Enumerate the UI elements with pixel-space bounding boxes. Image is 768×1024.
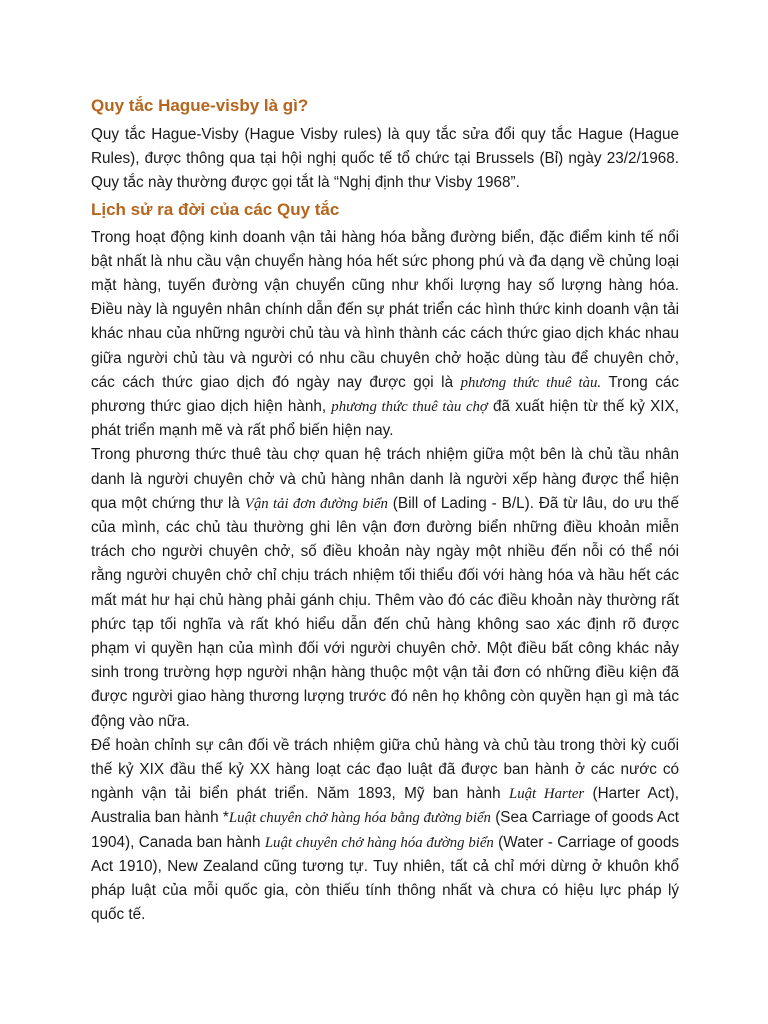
italic-term: Luật chuyên chở hàng hóa đường biển [264, 834, 494, 851]
italic-term: Vận tải đơn đường biển [244, 495, 388, 512]
italic-term: Luật Harter [509, 786, 585, 803]
history-paragraph-3 [91, 734, 679, 928]
history-paragraph-1 [91, 226, 679, 444]
text-run: Trong các phương thức giao dịch hiện hành, [91, 373, 680, 416]
text-run: Trong hoạt động kinh doanh vận tải hàng hóa bằng đường biển, đặc điểm kinh tế nổi bật nhất là nhu cầu vận chuyển hàng hóa hết sức phong phú và đa dạng về chủng loại mặt hàng, tuyến đường vận chuyển cũng như khối lượng hay số lượng hàng hóa. Điều này là nguyên nhân chính dẫn đến sự phát triển các hình thức kinh doanh vận tải khác nhau của những người chủ tàu và hình thành các cách thức giao dịch khác nhau giữa người chủ tàu và người có nhu cầu chuyên chở hoặc dùng tàu để chuyên chở, các cách thức giao dịch đó ngày nay được gọi là [91, 228, 679, 391]
text-run: (Bill of Lading - B/L). Đã từ lâu, do ưu thế của mình, các chủ tàu thường ghi lên vận đơn đường biển những điều khoản miễn trách cho người chuyên chở, số điều khoản này ngày một nhiều đến nỗi có thể nói rằng người chuyên chở chỉ chịu trách nhiệm tối thiểu đối với hàng hóa và hầu hết các mất mát hư hại chủ hàng phải gánh chịu. Thêm vào đó các điều khoản này thường rất phức tạp tối nghĩa và rất khó hiểu dẫn đến chủ hàng không sao xác định rõ được phạm vi quyền hạn của mình đối với người chuyên chở. Một điều bất công khác nảy sinh trong trường hợp người nhận hàng thuộc một vận tải đơn có những điều kiện đã được người giao hàng thương lượng trước đó nên họ không còn quyền hạn gì mà tác động vào nữa. [91, 494, 679, 730]
heading-hague-visby: Quy tắc Hague-visby là gì? [91, 96, 309, 115]
text-run: Trong phương thức thuê tàu chợ quan hệ trách nhiệm giữa một bên là chủ tầu nhân danh là người chuyên chở và chủ hàng nhân danh là người xếp hàng được thể hiện qua một chứng thư là [91, 446, 679, 512]
history-paragraph-2 [91, 443, 679, 733]
document-content [91, 92, 679, 928]
text-run: (Sea Carriage of goods Act 1904), Canada ban hành [91, 809, 679, 851]
text-run: (Harter Act), Australia ban hành * [91, 785, 680, 827]
text-run: (Water - Carriage of goods Act 1910), New Zealand cũng tương tự. Tuy nhiên, tất cả chỉ mới dừng ở khuôn khổ pháp luật của mỗi quốc gia, còn thiếu tính thông nhất và chưa có hiệu lực pháp lý quốc tế. [91, 833, 679, 924]
intro-text: Quy tắc Hague-Visby (Hague Visby rules) là quy tắc sửa đổi quy tắc Hague (Hague Rules), được thông qua tại hội nghị quốc tế tổ chức tại Brussels (Bỉ) ngày 23/2/1968. Quy tắc này thường được gọi tắt là “Nghị định thư Visby 1968”. [91, 126, 679, 192]
intro-paragraph [91, 123, 679, 196]
italic-term: phương thức thuê tàu chợ [331, 399, 488, 416]
italic-term: phương thức thuê tàu. [460, 374, 602, 391]
text-run: đã xuất hiện từ thế kỷ XIX, phát triển mạnh mẽ và rất phổ biến hiện nay. [91, 398, 679, 440]
text-run: Để hoàn chỉnh sự cân đối về trách nhiệm giữa chủ hàng và chủ tàu trong thời kỳ cuối thế kỷ XIX đầu thế kỷ XX hàng loạt các đạo luật đã được ban hành ở các nước có ngành vận tải biển phát triển. Năm 1893, Mỹ ban hành [91, 736, 679, 803]
italic-term: Luật chuyên chở hàng hóa bằng đường biển [228, 810, 491, 827]
heading-history: Lịch sử ra đời của các Quy tắc [91, 199, 340, 219]
